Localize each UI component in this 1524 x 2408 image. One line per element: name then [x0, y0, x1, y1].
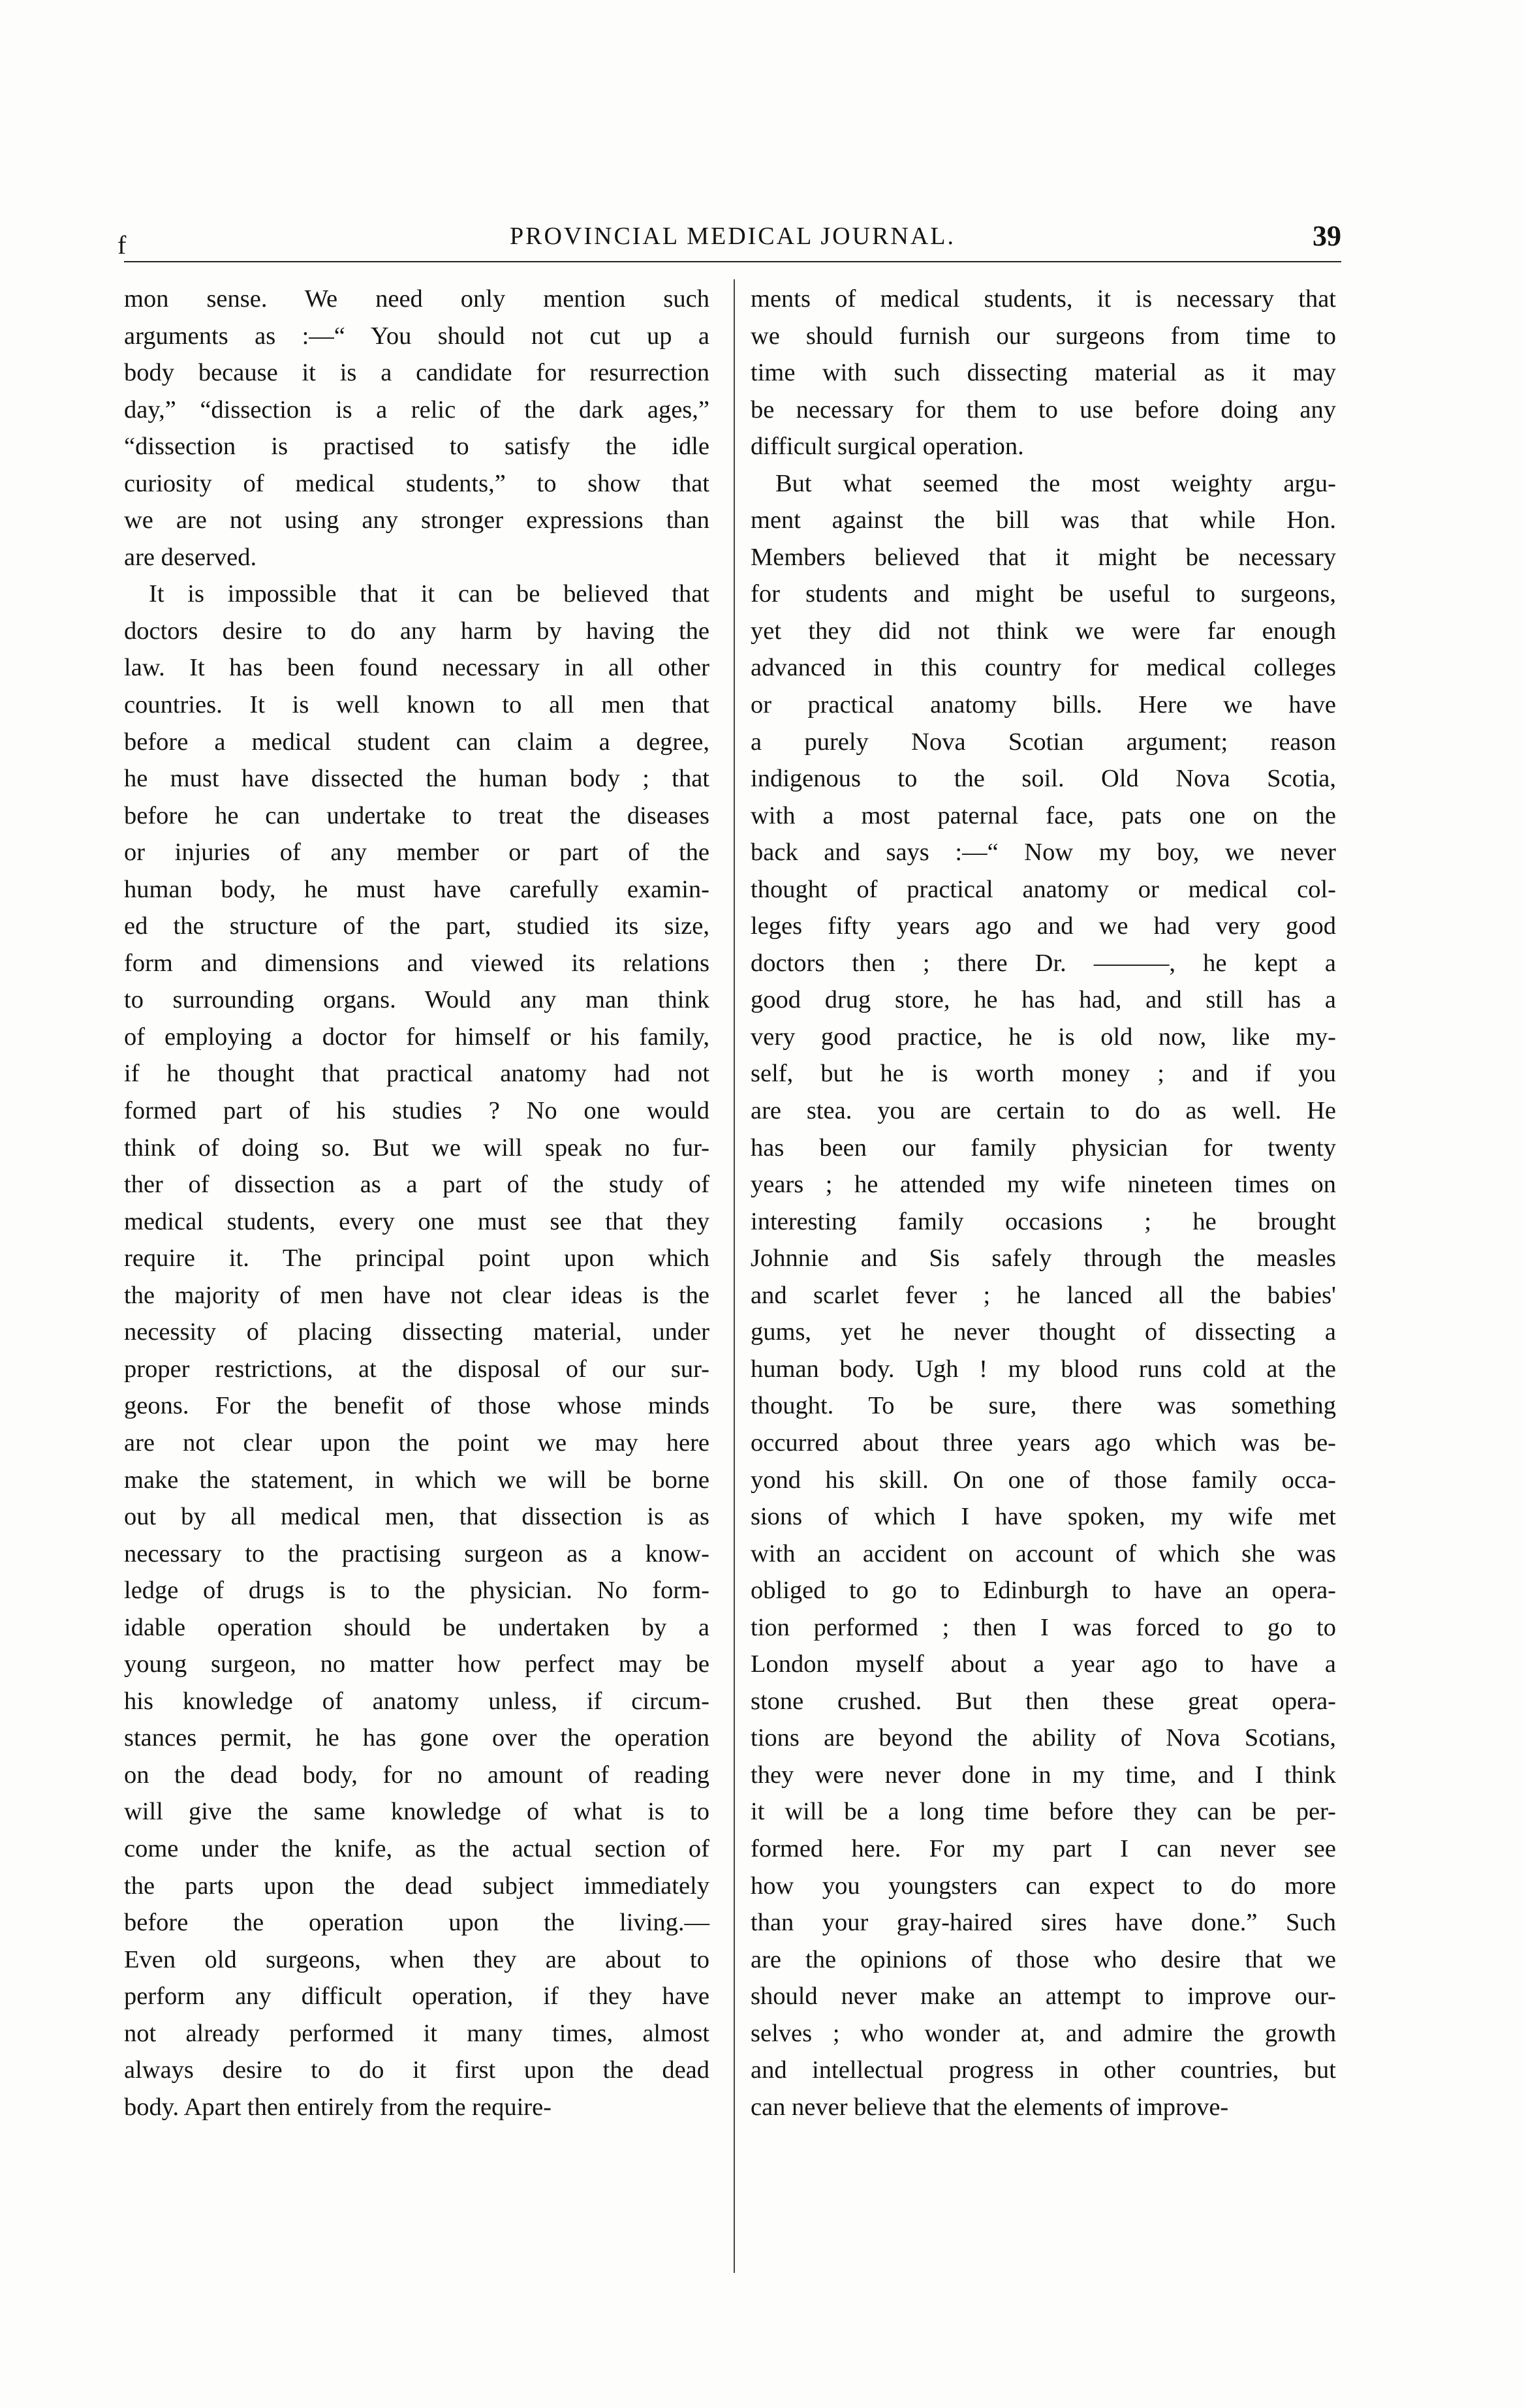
text-line: or practical anatomy bills. Here we have: [751, 691, 1336, 719]
text-line: good drug store, he has had, and still has a: [751, 986, 1336, 1014]
text-line: geons. For the benefit of those whose minds: [124, 1392, 709, 1420]
text-line: interesting family occasions ; he brought: [751, 1207, 1336, 1235]
text-line: mon sense. We need only mention such: [124, 285, 709, 313]
text-line: will give the same knowledge of what is to: [124, 1798, 709, 1826]
text-line: Johnnie and Sis safely through the measles: [751, 1244, 1336, 1273]
text-line: human body. Ugh ! my blood runs cold at the: [751, 1355, 1336, 1383]
header-rule: [124, 261, 1341, 262]
text-line: law. It has been found necessary in all other: [124, 654, 709, 682]
text-line: are deserved.: [124, 543, 257, 571]
text-line: doctors then ; there Dr. ———, he kept a: [751, 949, 1336, 977]
text-line: thought. To be sure, there was something: [751, 1392, 1336, 1420]
text-line: with a most paternal face, pats one on the: [751, 801, 1336, 829]
text-line: be necessary for them to use before doing any: [751, 395, 1336, 424]
text-line: make the statement, in which we will be borne: [124, 1466, 709, 1494]
text-line: human body, he must have carefully examin-: [124, 875, 709, 903]
text-line: “dissection is practised to satisfy the idle: [124, 433, 709, 461]
text-line: if he thought that practical anatomy had not: [124, 1060, 709, 1088]
text-line: London myself about a year ago to have a: [751, 1650, 1336, 1678]
text-line: come under the knife, as the actual section of: [124, 1834, 709, 1862]
text-line: arguments as :—“ You should not cut up a: [124, 322, 709, 350]
text-line: perform any difficult operation, if they have: [124, 1983, 709, 2011]
text-line: very good practice, he is old now, like my-: [751, 1023, 1336, 1051]
text-line: time with such dissecting material as it may: [751, 359, 1336, 387]
header-mark: f: [117, 230, 127, 260]
text-line: are not clear upon the point we may here: [124, 1428, 709, 1457]
text-line: with an accident on account of which she was: [751, 1539, 1336, 1567]
text-line: self, but he is worth money ; and if you: [751, 1060, 1336, 1088]
text-line: has been our family physician for twenty: [751, 1134, 1336, 1162]
text-line: think of doing so. But we will speak no fur-: [124, 1134, 709, 1162]
text-line: they were never done in my time, and I think: [751, 1761, 1336, 1789]
text-line: medical students, every one must see that they: [124, 1207, 709, 1235]
text-line: ther of dissection as a part of the study of: [124, 1171, 709, 1199]
text-line: how you youngsters can expect to do more: [751, 1872, 1336, 1900]
text-line: Even old surgeons, when they are about to: [124, 1945, 709, 1973]
text-line: proper restrictions, at the disposal of our sur-: [124, 1355, 709, 1383]
text-line: thought of practical anatomy or medical col-: [751, 875, 1336, 903]
text-line: doctors desire to do any harm by having the: [124, 617, 709, 645]
text-line: ment against the bill was that while Hon.: [751, 506, 1336, 534]
text-line: body. Apart then entirely from the require-: [124, 2093, 552, 2121]
text-line: tions are beyond the ability of Nova Scotians,: [751, 1724, 1336, 1752]
right-column: [751, 281, 1336, 2125]
text-line: and intellectual progress in other countries, but: [751, 2056, 1336, 2084]
text-line: for students and might be useful to surgeons,: [751, 580, 1336, 608]
text-line: always desire to do it first upon the dead: [124, 2056, 709, 2084]
page-number: 39: [1313, 220, 1341, 252]
text-line: sions of which I have spoken, my wife met: [751, 1503, 1336, 1531]
text-line: we should furnish our surgeons from time to: [751, 322, 1336, 350]
text-line: formed part of his studies ? No one would: [124, 1097, 709, 1125]
text-line: Members believed that it might be necessary: [751, 543, 1336, 571]
text-line: ed the structure of the part, studied its size,: [124, 912, 709, 940]
text-line: yond his skill. On one of those family occa-: [751, 1466, 1336, 1494]
text-line: a purely Nova Scotian argument; reason: [751, 728, 1336, 756]
text-line: can never believe that the elements of improve-: [751, 2093, 1229, 2121]
text-line: to surrounding organs. Would any man think: [124, 986, 709, 1014]
text-line: difficult surgical operation.: [751, 433, 1024, 461]
text-line: formed here. For my part I can never see: [751, 1834, 1336, 1862]
text-line: on the dead body, for no amount of reading: [124, 1761, 709, 1789]
text-line: of employing a doctor for himself or his family,: [124, 1023, 709, 1051]
text-line: are stea. you are certain to do as well. He: [751, 1097, 1336, 1125]
journal-title: PROVINCIAL MEDICAL JOURNAL.: [509, 223, 956, 250]
column-divider: [734, 279, 735, 2273]
text-line: curiosity of medical students,” to show that: [124, 469, 709, 497]
text-line: idable operation should be undertaken by a: [124, 1613, 709, 1641]
text-line: he must have dissected the human body ; that: [124, 765, 709, 793]
text-line: young surgeon, no matter how perfect may be: [124, 1650, 709, 1678]
text-line: are the opinions of those who desire that we: [751, 1945, 1336, 1973]
text-line: gums, yet he never thought of dissecting a: [751, 1318, 1336, 1346]
text-line: out by all medical men, that dissection is as: [124, 1503, 709, 1531]
text-line: and scarlet fever ; he lanced all the babies': [751, 1281, 1336, 1309]
text-line: countries. It is well known to all men that: [124, 691, 709, 719]
text-line: It is impossible that it can be believed that: [149, 580, 709, 608]
text-line: But what seemed the most weighty argu-: [775, 469, 1336, 497]
text-line: ments of medical students, it is necessary that: [751, 285, 1336, 313]
text-line: the majority of men have not clear ideas is the: [124, 1281, 709, 1309]
text-line: than your gray-haired sires have done.” Such: [751, 1909, 1336, 1937]
text-line: or injuries of any member or part of the: [124, 839, 709, 867]
text-line: selves ; who wonder at, and admire the growth: [751, 2019, 1336, 2047]
text-line: require it. The principal point upon which: [124, 1244, 709, 1273]
running-header: [117, 217, 1341, 269]
text-line: advanced in this country for medical colleges: [751, 654, 1336, 682]
text-line: before he can undertake to treat the diseases: [124, 801, 709, 829]
text-line: occurred about three years ago which was be-: [751, 1428, 1336, 1457]
text-line: before a medical student can claim a degree,: [124, 728, 709, 756]
text-line: form and dimensions and viewed its relations: [124, 949, 709, 977]
text-line: we are not using any stronger expressions than: [124, 506, 709, 534]
text-line: it will be a long time before they can be per-: [751, 1798, 1336, 1826]
text-line: tion performed ; then I was forced to go to: [751, 1613, 1336, 1641]
text-line: day,” “dissection is a relic of the dark ages,”: [124, 395, 709, 424]
text-line: leges fifty years ago and we had very good: [751, 912, 1336, 940]
text-line: stone crushed. But then these great opera-: [751, 1687, 1336, 1715]
text-line: back and says :—“ Now my boy, we never: [751, 839, 1336, 867]
text-line: the parts upon the dead subject immediately: [124, 1872, 709, 1900]
text-line: necessity of placing dissecting material, under: [124, 1318, 709, 1346]
text-line: before the operation upon the living.—: [124, 1909, 709, 1937]
text-line: not already performed it many times, almost: [124, 2019, 709, 2047]
text-line: his knowledge of anatomy unless, if circum-: [124, 1687, 709, 1715]
left-column: [124, 281, 709, 2125]
text-line: ledge of drugs is to the physician. No form-: [124, 1577, 709, 1605]
text-line: body because it is a candidate for resurrection: [124, 359, 709, 387]
text-line: stances permit, he has gone over the operation: [124, 1724, 709, 1752]
text-line: necessary to the practising surgeon as a know-: [124, 1539, 709, 1567]
text-line: indigenous to the soil. Old Nova Scotia,: [751, 765, 1336, 793]
text-line: years ; he attended my wife nineteen times on: [751, 1171, 1336, 1199]
text-line: obliged to go to Edinburgh to have an opera-: [751, 1577, 1336, 1605]
text-line: yet they did not think we were far enough: [751, 617, 1336, 645]
text-line: should never make an attempt to improve our-: [751, 1983, 1336, 2011]
